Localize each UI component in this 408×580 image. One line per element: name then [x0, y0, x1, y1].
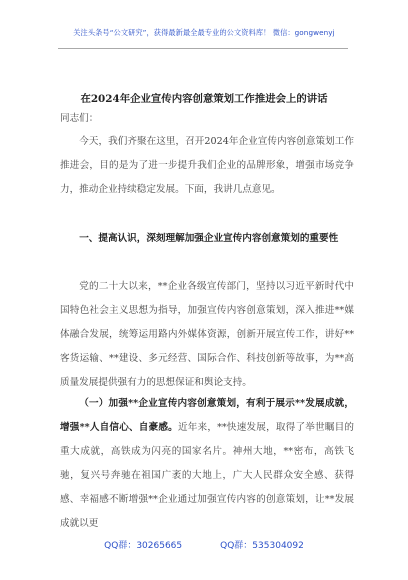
footer-contact — [0, 538, 408, 551]
section-heading-1: 一、提高认识，深刻理解加强企业宣传内容创意策划的重要性 — [79, 233, 339, 244]
paragraph-body-2 — [60, 392, 354, 536]
footer-qq-group-2: QQ群：535304092 — [220, 541, 304, 551]
header-divider — [58, 48, 348, 49]
header-banner: 关注头条号“公文研究”，获得最新最全最专业的公文资料库！ 微信：gongwenyj — [73, 28, 335, 37]
document-title: 在2024年企业宣传内容创意策划工作推进会上的讲话 — [80, 93, 328, 105]
footer-qq-group-1: QQ群：30265665 — [104, 541, 183, 551]
salutation: 同志们： — [60, 113, 99, 124]
paragraph-body-2-text: 近年来，**快速发展，取得了举世瞩目的重大成就，高铁成为闪亮的国家名片。神州大地，**密布，高铁飞驰，复兴号奔驰在祖国广袤的大地上，广大人民群众安全感、获得感、幸福感不断增强**企业通过加强宣传内容的创意策划，让**发展成就以更 — [60, 422, 355, 529]
paragraph-body-1: 党的二十大以来，**企业各级宣传部门，坚持以习近平新时代中国特色社会主义思想为指导，加强宣传内容创意策划，深入推进**媒体融合发展，统筹运用路内外媒体资源，创新开展宣传工作，讲好**客货运输、**建设、多元经营、国际合作、科技创新等故事，为**高质量发展提供强有力的思想保证和舆论支持。 — [60, 281, 354, 388]
subheading-inline: （一）加强**企业宣传内容创意策划，有利于展示**发展成就，增强**人自信心、自豪感。 — [60, 398, 354, 433]
paragraph-intro: 今天，我们齐聚在这里，召开2024年企业宣传内容创意策划工作推进会，目的是为了进一步提升我们企业的品牌形象，增强市场竞争力，推动企业持续稳定发展。下面，我讲几点意见。 — [60, 136, 354, 195]
